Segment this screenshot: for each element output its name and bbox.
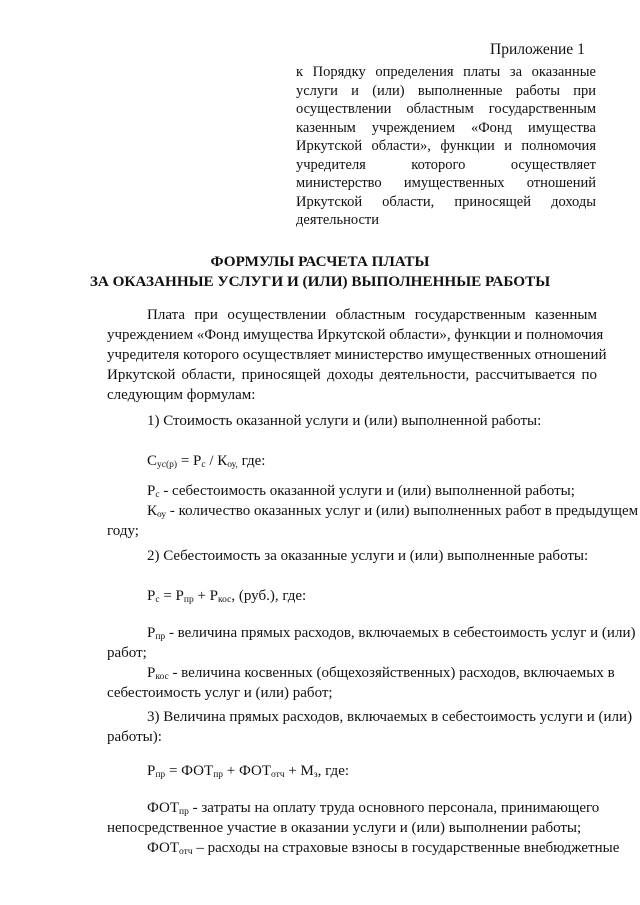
- formula-symbol: = Р: [159, 588, 184, 604]
- formula-subscript: оу,: [227, 460, 238, 470]
- def-text: себестоимость услуг и (или) работ;: [107, 685, 333, 701]
- definition: [107, 838, 620, 858]
- appendix-title: Приложение 1: [490, 41, 585, 58]
- formula-subscript: отч: [271, 770, 285, 780]
- def-text: – расходы на страховые взносы в государственные внебюджетные: [192, 840, 620, 856]
- formula-subscript: пр: [155, 770, 166, 780]
- appendix-line: казенным учреждением «Фонд имущества: [296, 119, 596, 136]
- intro-line: следующим формулам:: [107, 387, 256, 403]
- def-symbol: ФОТ: [147, 800, 180, 816]
- def-text: - количество оказанных услуг и (или) выполненных работ в предыдущем: [166, 503, 639, 519]
- formula-subscript: пр: [183, 595, 194, 605]
- formula-symbol: + Р: [193, 588, 219, 604]
- def-symbol: Р: [147, 483, 156, 499]
- intro-line: учреждением «Фонд имущества Иркутской области», функции и полномочия: [107, 327, 604, 343]
- appendix-line: к Порядку определения платы за оказанные: [296, 64, 596, 80]
- formula: [107, 586, 597, 606]
- formula-subscript: с: [201, 460, 206, 470]
- formula-symbol: С: [147, 453, 158, 469]
- formula-symbol: = Р: [177, 453, 202, 469]
- def-text: - затраты на оплату труда основного персонала, принимающего: [188, 800, 600, 816]
- definition: [107, 623, 636, 643]
- intro-line: Плата при осуществлении областным государственным казенным: [147, 307, 597, 323]
- section-1-heading: [107, 411, 597, 431]
- section-heading: 1) Стоимость оказанной услуги и (или) выполненной работы:: [147, 413, 542, 429]
- formula-subscript: пр: [213, 770, 224, 780]
- def-text: - величина прямых расходов, включаемых в себестоимость услуг и (или): [165, 625, 636, 641]
- def-symbol: ФОТ: [147, 840, 180, 856]
- section-1-formula: [107, 451, 597, 471]
- def-subscript: отч: [179, 847, 193, 857]
- def-text: - величина косвенных (общехозяйственных) расходов, включаемых в: [168, 665, 615, 681]
- appendix-line: услуги и (или) выполненные работы при: [296, 82, 596, 99]
- appendix-subtitle: [296, 63, 596, 230]
- formula-tail: где:: [237, 453, 266, 469]
- section-heading: 2) Себестоимость за оказанные услуги и (или) выполненные работы:: [147, 548, 589, 564]
- def-subscript: пр: [155, 632, 166, 642]
- appendix-line: деятельности: [296, 212, 380, 228]
- def-subscript: кос: [155, 672, 169, 682]
- appendix-line: учредителя которого осуществляет: [296, 156, 596, 173]
- formula-subscript: ус(р): [157, 460, 178, 470]
- appendix-line: Иркутской области», функции и полномочия: [296, 138, 596, 154]
- def-subscript: пр: [179, 807, 189, 817]
- section-2-definitions: [107, 623, 636, 703]
- intro-paragraph: [107, 305, 607, 405]
- title-line-2: ЗА ОКАЗАННЫЕ УСЛУГИ И (ИЛИ) ВЫПОЛНЕННЫЕ РАБОТЫ: [89, 273, 551, 290]
- formula-subscript: с: [155, 595, 160, 605]
- formula: [107, 451, 597, 471]
- title-line-1: ФОРМУЛЫ РАСЧЕТА ПЛАТЫ: [210, 253, 430, 270]
- definition: [107, 481, 597, 501]
- formula: [107, 761, 597, 781]
- def-subscript: оу: [157, 510, 167, 520]
- section-3-formula: [107, 761, 597, 781]
- appendix-line: Иркутской области, приносящей доходы: [296, 193, 596, 210]
- section-1-definitions: [107, 481, 639, 541]
- definition: [107, 663, 615, 683]
- appendix-line: осуществлении областным государственным: [296, 101, 596, 117]
- formula-tail: , (руб.), где:: [231, 588, 307, 604]
- section-heading: работы):: [107, 729, 162, 745]
- formula-symbol: + ФОТ: [223, 763, 272, 779]
- def-text: работ;: [107, 645, 147, 661]
- def-symbol: Р: [147, 665, 156, 681]
- definition: [107, 501, 639, 521]
- section-heading: 3) Величина прямых расходов, включаемых в себестоимость услуги и (или): [147, 709, 633, 725]
- formula-tail: , где:: [317, 763, 350, 779]
- intro-line: Иркутской области, приносящей доходы деятельности, рассчитывается по: [107, 367, 597, 383]
- document-title: [0, 252, 640, 292]
- section-2-heading: [107, 546, 597, 566]
- def-subscript: с: [155, 490, 160, 500]
- section-3-definitions: [107, 798, 620, 858]
- section-2-formula: [107, 586, 597, 606]
- intro-line: учредителя которого осуществляет министерство имущественных отношений: [107, 347, 607, 363]
- formula-subscript: кос: [218, 595, 232, 605]
- def-symbol: Р: [147, 625, 156, 641]
- formula-symbol: Р: [147, 588, 156, 604]
- def-text: непосредственное участие в оказании услуги и (или) выполнении работы;: [107, 820, 582, 836]
- formula-symbol: + М: [284, 763, 314, 779]
- formula-symbol: Р: [147, 763, 156, 779]
- definition: [107, 798, 600, 818]
- formula-symbol: / К: [205, 453, 228, 469]
- def-text: - себестоимость оказанной услуги и (или) выполненной работы;: [159, 483, 575, 499]
- formula-subscript: з: [313, 770, 318, 780]
- section-3-heading: [107, 707, 633, 747]
- appendix-line: министерство имущественных отношений: [296, 175, 596, 191]
- def-text: году;: [107, 523, 139, 539]
- def-symbol: К: [147, 503, 158, 519]
- formula-symbol: = ФОТ: [165, 763, 214, 779]
